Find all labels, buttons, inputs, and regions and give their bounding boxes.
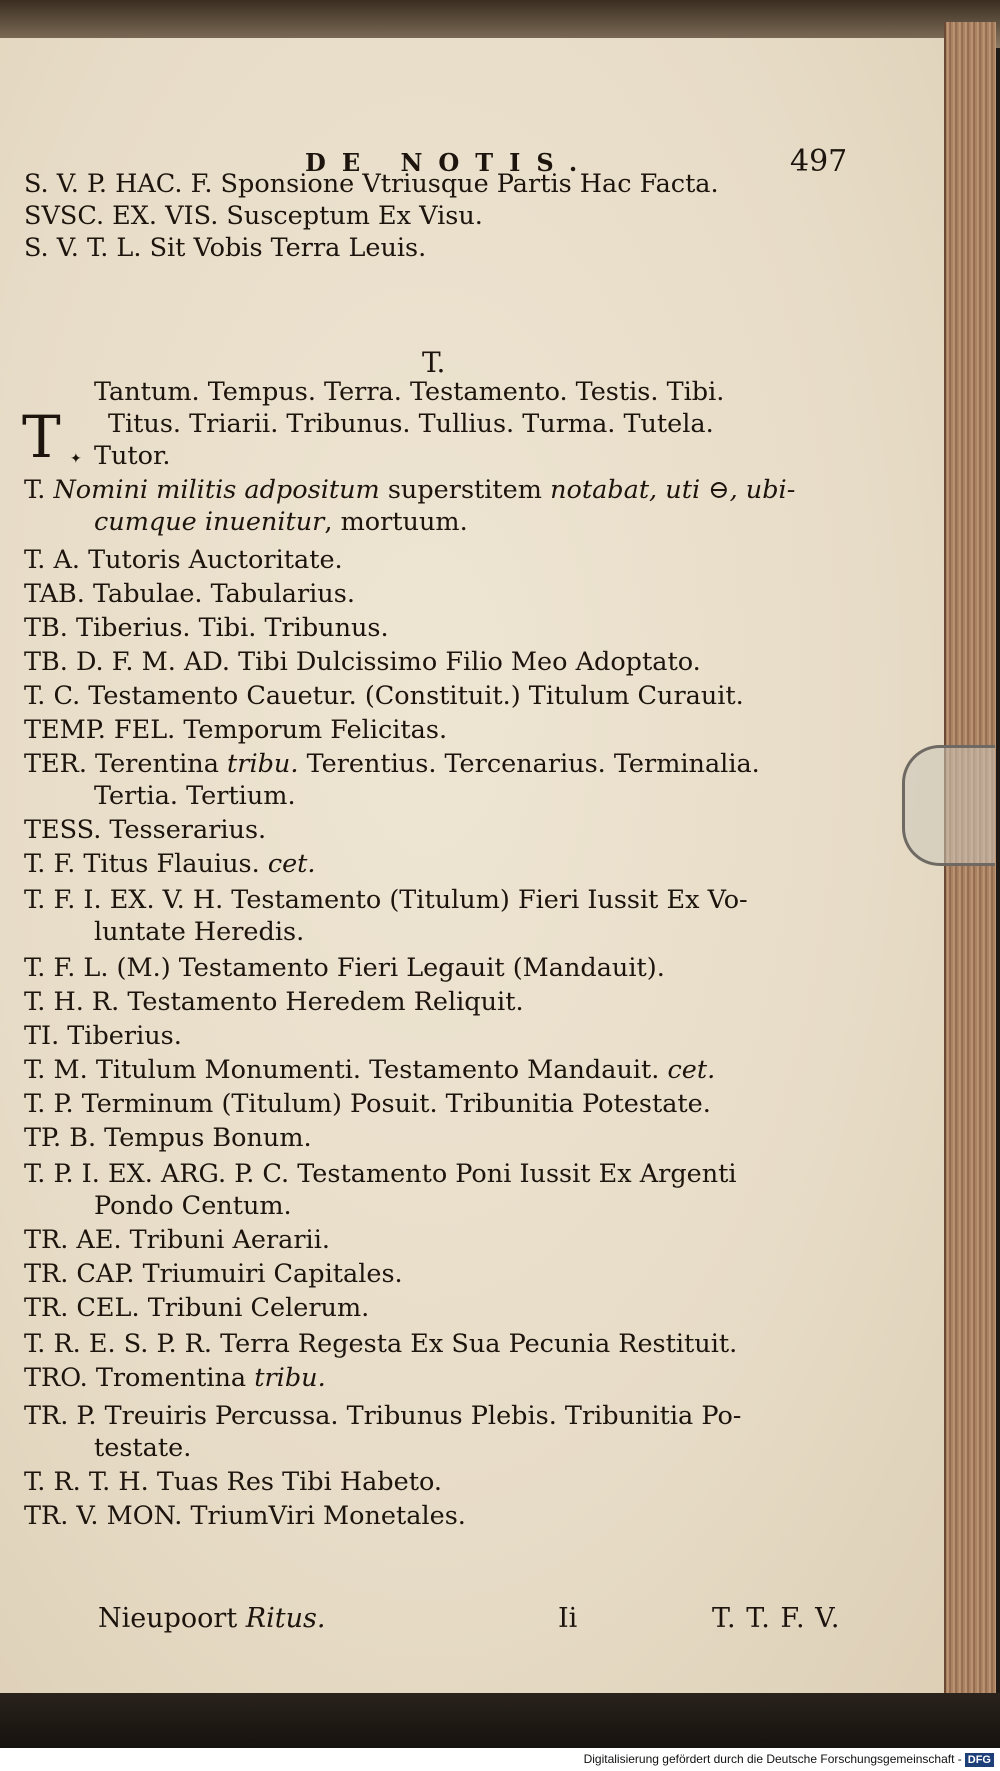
entry-text: Tiberius. — [67, 1021, 182, 1051]
entry-continuation: luntate Heredis. — [94, 917, 305, 947]
entry-italic: notabat, uti — [550, 475, 701, 505]
entry-line — [24, 748, 760, 780]
entry-text: Sponsione Vtriusque Partis Hac Facta. — [220, 169, 719, 199]
entry-italic: cumque inuenitur — [94, 507, 325, 537]
entry-abbr: TEMP. FEL. — [24, 715, 176, 745]
entry-abbr: TR. V. MON. — [24, 1501, 183, 1531]
entry-line — [24, 848, 316, 880]
entry-text: Tutoris Auctoritate. — [88, 545, 343, 575]
entry-line — [24, 200, 483, 232]
entry-line — [24, 1400, 741, 1432]
entry-abbr: TER. — [24, 749, 87, 779]
entry-line — [24, 952, 665, 984]
entry-italic: , ubi- — [729, 475, 796, 505]
entry-text: Tromentina — [95, 1363, 247, 1393]
entry-text: Sit Vobis Terra Leuis. — [149, 233, 427, 263]
entry-line — [24, 1466, 442, 1498]
printer-name: Nieupoort — [98, 1603, 238, 1634]
entry-text: Triumuiri Capitales. — [142, 1259, 403, 1289]
page-clip — [902, 745, 995, 866]
entry-line — [24, 1020, 182, 1052]
entry-text: Terentius. Tercenarius. Terminalia. — [306, 749, 760, 779]
entry-abbr: T. C. — [24, 681, 81, 711]
printer-line — [98, 1603, 325, 1634]
entry-abbr: TR. P. — [24, 1401, 97, 1431]
entry-line — [24, 986, 524, 1018]
entry-line — [24, 168, 719, 200]
entry-line — [24, 1224, 330, 1256]
entry-text: TriumViri Monetales. — [190, 1501, 466, 1531]
intro-line: Tantum. Tempus. Terra. Testamento. Testis. Tibi. — [94, 377, 725, 407]
running-head: DE NOTIS. — [305, 148, 594, 177]
entry-text: Temporum Felicitas. — [183, 715, 448, 745]
entry-abbr: T. F. I. EX. V. H. — [24, 885, 224, 915]
entry-abbr: TRO. — [24, 1363, 88, 1393]
entry-abbr: TAB. — [24, 579, 85, 609]
dfg-logo: DFG — [965, 1753, 994, 1767]
entry-text: Tuas Res Tibi Habeto. — [156, 1467, 442, 1497]
entry-text: , mortuum. — [324, 507, 468, 537]
entry-abbr: T. R. T. H. — [24, 1467, 149, 1497]
entry-abbr: T. F. L. (M.) — [24, 953, 171, 983]
entry-line — [24, 474, 795, 506]
entry-line — [24, 646, 701, 678]
entry-line — [24, 578, 355, 610]
entry-abbr: TR. CEL. — [24, 1293, 140, 1323]
page-number: 497 — [790, 144, 848, 179]
catchword: T. T. F. V. — [712, 1603, 841, 1634]
intro-line: Titus. Triarii. Tribunus. Tullius. Turma. Tutela. — [108, 409, 714, 439]
entry-text: Terra Regesta Ex Sua Pecunia Restituit. — [220, 1329, 738, 1359]
entry-text: Tibi Dulcissimo Filio Meo Adoptato. — [238, 647, 701, 677]
entry-text: Tabulae. Tabularius. — [92, 579, 355, 609]
entry-line — [24, 612, 389, 644]
entry-line — [24, 232, 426, 264]
entry-line — [24, 544, 343, 576]
entry-text: superstitem — [387, 475, 542, 505]
entry-continuation: Pondo Centum. — [94, 1191, 292, 1221]
entry-line — [24, 884, 748, 916]
entry-abbr: SVSC. EX. VIS. — [24, 201, 219, 231]
entry-line — [24, 814, 266, 846]
intro-line: Tutor. — [94, 441, 171, 471]
entry-continuation: Tertia. Tertium. — [94, 781, 296, 811]
entry-abbr: T. M. — [24, 1055, 88, 1085]
entry-text: Titus Flauius. — [83, 849, 260, 879]
entry-text: Testamento Cauetur. (Constituit.) Titulum Curauit. — [88, 681, 744, 711]
entry-italic: tribu. — [227, 749, 299, 779]
entry-text: Testamento (Titulum) Fieri Iussit Ex Vo- — [231, 885, 748, 915]
entry-abbr: TB. D. F. M. AD. — [24, 647, 231, 677]
entry-abbr: TI. — [24, 1021, 60, 1051]
credit-text: Digitalisierung gefördert durch die Deutsche Forschungsgemeinschaft - — [583, 1752, 962, 1766]
entry-abbr: TESS. — [24, 815, 102, 845]
entry-abbr: TP. B. — [24, 1123, 97, 1153]
entry-continuation — [94, 506, 468, 538]
entry-line — [24, 680, 744, 712]
entry-text: Treuiris Percussa. Tribunus Plebis. Tribunitia Po- — [104, 1401, 742, 1431]
entry-abbr: TB. — [24, 613, 68, 643]
book-bottom-edge — [0, 1693, 1000, 1748]
entry-text: Testamento Heredem Reliquit. — [127, 987, 524, 1017]
entry-italic: cet. — [667, 1055, 716, 1085]
drop-cap: T — [22, 403, 61, 471]
entry-line — [24, 1158, 737, 1190]
entry-line — [24, 1054, 715, 1086]
digitization-credit — [0, 1748, 1000, 1771]
theta-symbol: ⊖ — [708, 475, 730, 505]
entry-continuation: testate. — [94, 1433, 192, 1463]
entry-abbr: T. P. I. EX. ARG. P. C. — [24, 1159, 290, 1189]
entry-text: Tesserarius. — [109, 815, 267, 845]
entry-text: Terminum (Titulum) Posuit. Tribunitia Potestate. — [81, 1089, 711, 1119]
page-fore-edge — [944, 22, 996, 1712]
printer-italic: Ritus. — [245, 1603, 326, 1634]
entry-line — [24, 714, 447, 746]
entry-text: Susceptum Ex Visu. — [226, 201, 483, 231]
entry-abbr: T. F. — [24, 849, 76, 879]
entry-abbr: S. V. P. HAC. F. — [24, 169, 213, 199]
entry-line — [24, 1292, 369, 1324]
entry-text: Tempus Bonum. — [104, 1123, 312, 1153]
entry-abbr: T. H. R. — [24, 987, 120, 1017]
entry-italic: cet. — [267, 849, 316, 879]
entry-abbr: S. V. T. L. — [24, 233, 142, 263]
entry-text: Testamento Poni Iussit Ex Argenti — [297, 1159, 737, 1189]
entry-text: Testamento Fieri Legauit (Mandauit). — [178, 953, 665, 983]
entry-abbr: T. P. — [24, 1089, 74, 1119]
entry-abbr: TR. AE. — [24, 1225, 122, 1255]
entry-italic: tribu. — [254, 1363, 326, 1393]
entry-line — [24, 1088, 711, 1120]
entry-text: Tiberius. Tibi. Tribunus. — [75, 613, 389, 643]
asterism-icon: ✦ — [70, 451, 82, 467]
entry-line — [24, 1258, 403, 1290]
entry-abbr: T. R. E. S. P. R. — [24, 1329, 212, 1359]
signature-mark: Ii — [558, 1603, 578, 1634]
entry-line — [24, 1328, 737, 1360]
entry-line — [24, 1362, 326, 1394]
entry-italic: Nomini militis adpositum — [53, 475, 380, 505]
entry-line — [24, 1500, 466, 1532]
book-page — [0, 38, 950, 1693]
entry-text: Titulum Monumenti. Testamento Mandauit. — [95, 1055, 660, 1085]
entry-abbr: TR. CAP. — [24, 1259, 135, 1289]
section-heading: T. — [422, 346, 446, 379]
entry-text: Tribuni Celerum. — [147, 1293, 370, 1323]
entry-line — [24, 1122, 312, 1154]
entry-abbr: T. A. — [24, 545, 80, 575]
entry-abbr: T. — [24, 475, 46, 505]
entry-text: Terentina — [95, 749, 219, 779]
entry-text: Tribuni Aerarii. — [129, 1225, 330, 1255]
